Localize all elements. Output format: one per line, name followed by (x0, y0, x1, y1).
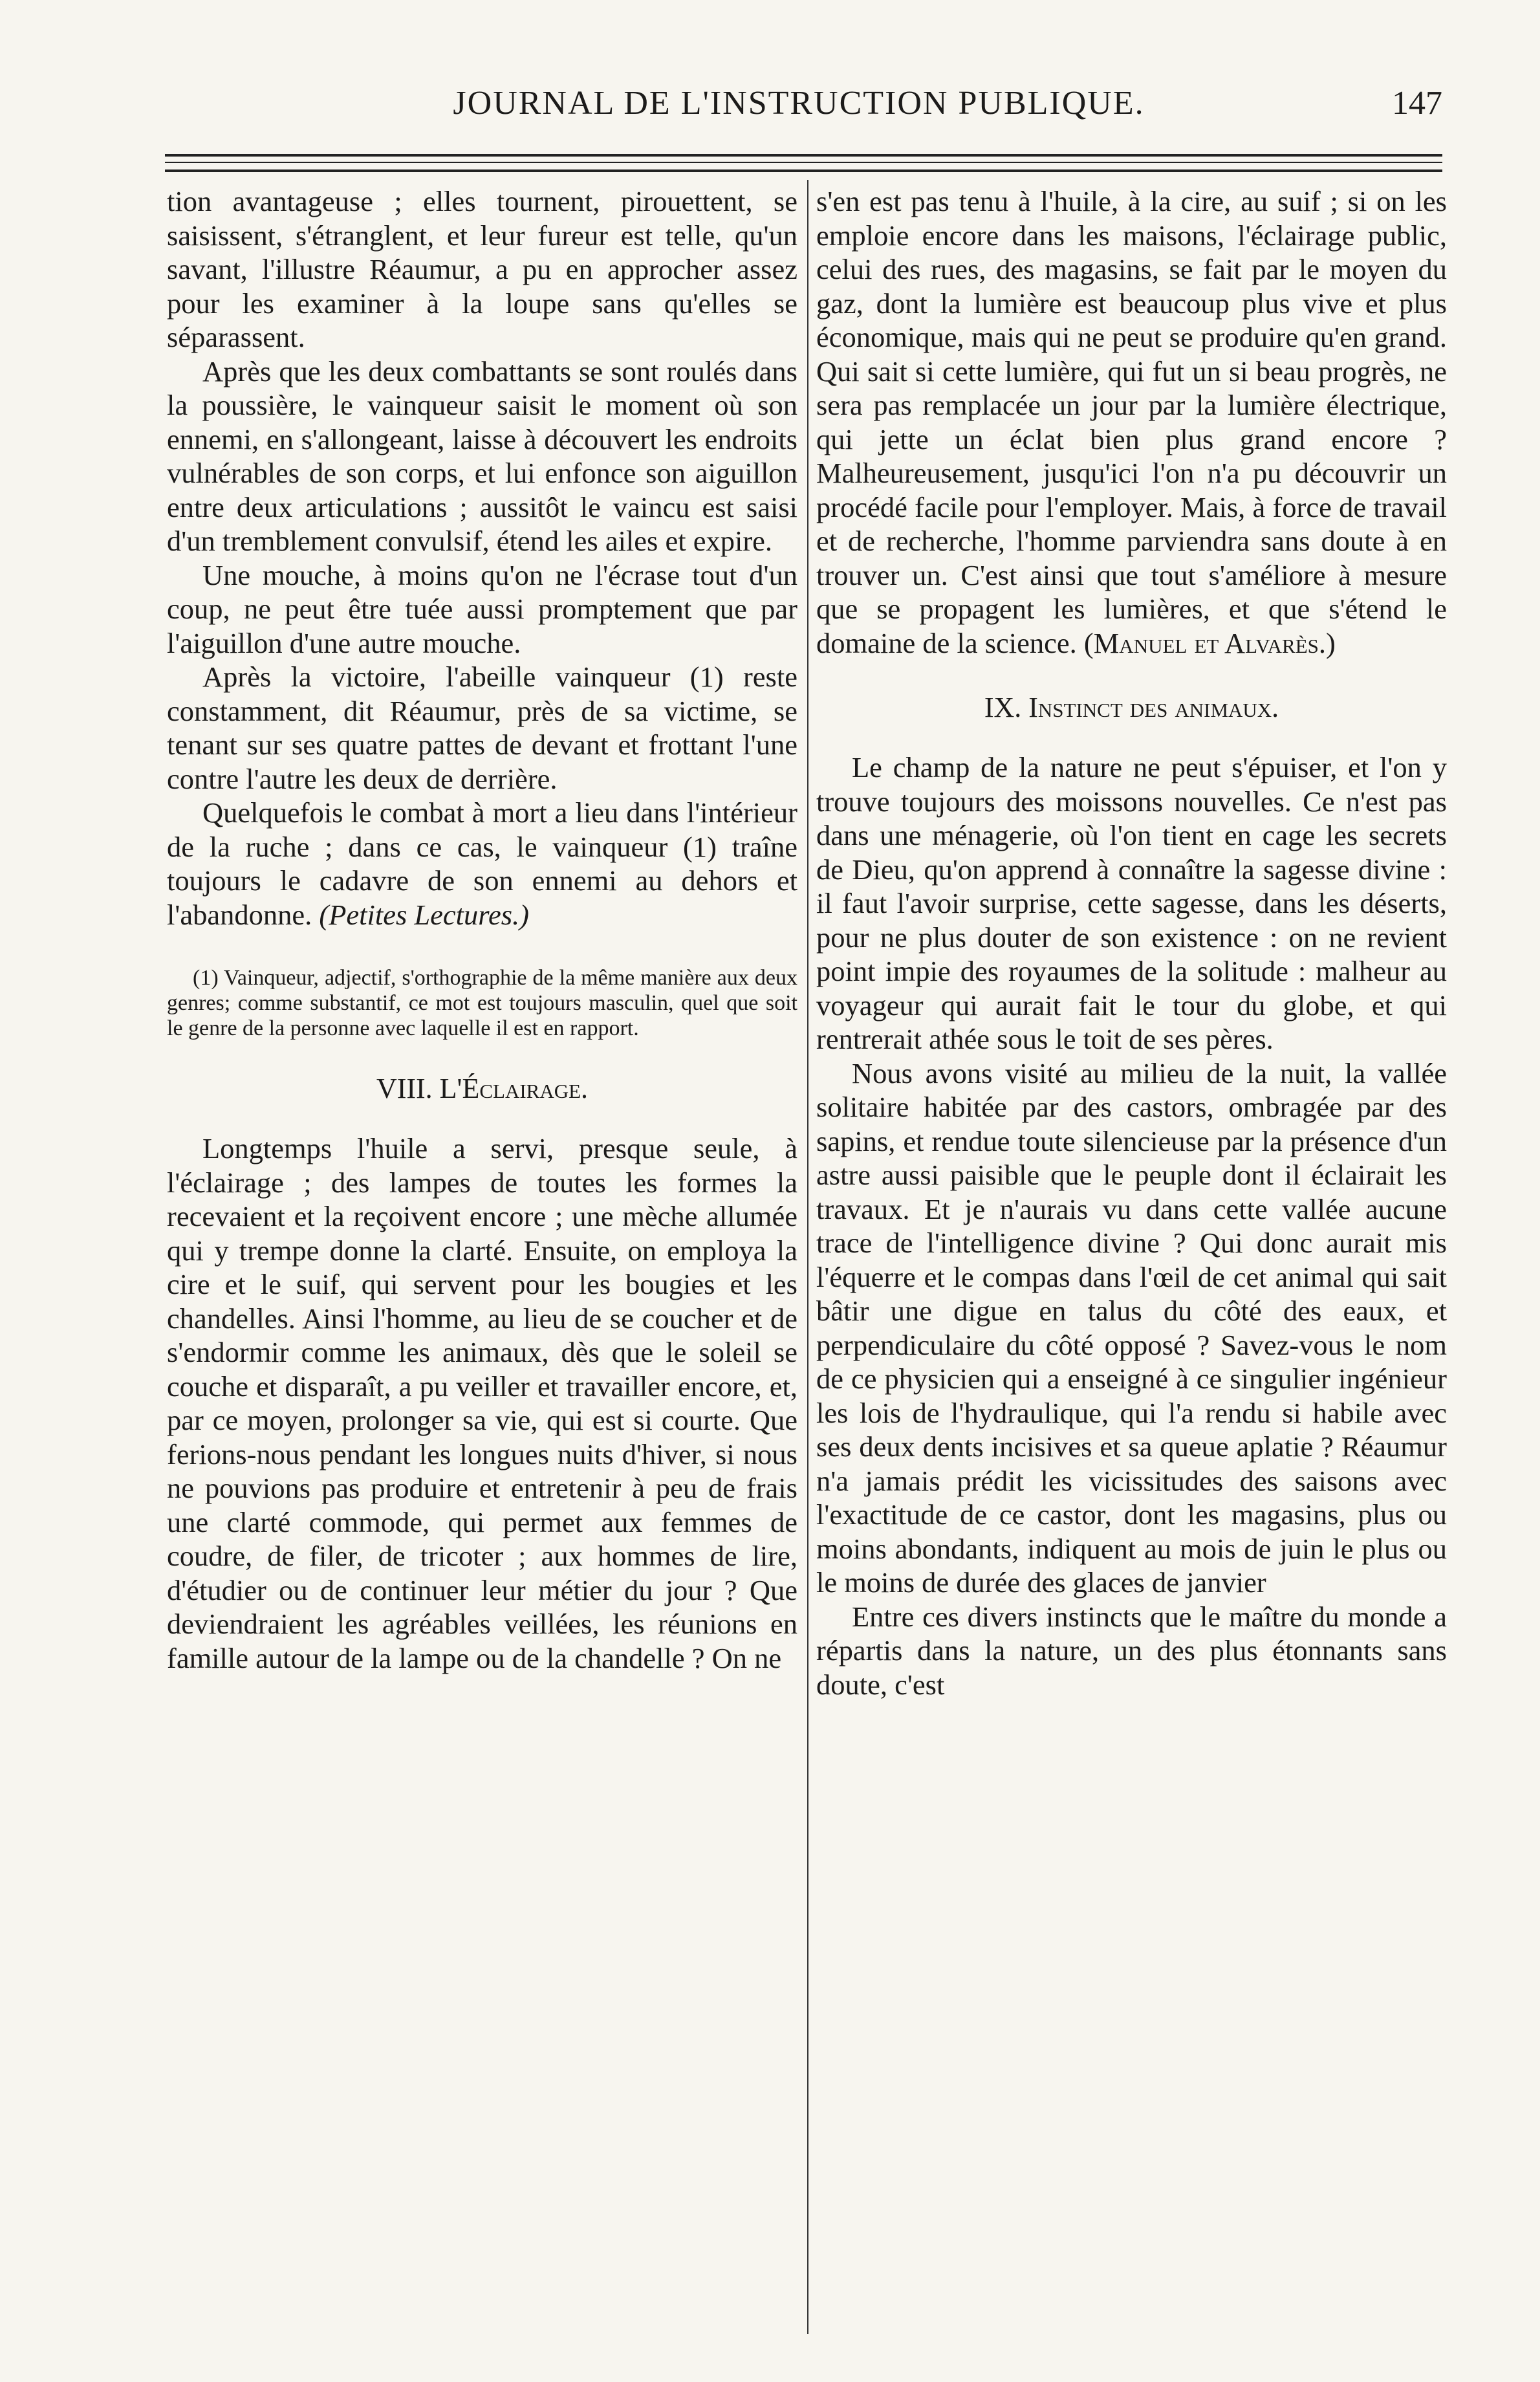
right-column (816, 184, 1447, 2332)
paragraph-text: s'en est pas tenu à l'huile, à la cire, au suif ; si on les emploie encore dans les maisons, l'éclairage public, celui des rues, des magasins, se fait par le moyen du gaz, dont la lumière est beaucoup plus vive et plus économique, mais qui ne peut se produire qu'en grand. Qui sait si cette lumière, qui fut un si beau progrès, ne sera pas remplacée un jour par la lumière électrique, qui jette un éclat bien plus grand encore ? Malheureusement, jusqu'ici l'on n'a pu découvrir un procédé facile pour l'employer. Mais, à force de travail et de recherche, l'homme parviendra sans doute à en trouver un. C'est ainsi que tout s'améliore à mesure que se propagent les lumières, et que s'étend le domaine de la science. (816, 185, 1447, 659)
paragraph-text: Quelquefois le combat à mort a lieu dans l'intérieur de la ruche ; dans ce cas, le vainqueur (1) traîne toujours le cadavre de son ennemi au dehors et l'abandonne. (167, 796, 797, 931)
paragraph (816, 184, 1447, 660)
paragraph: tion avantageuse ; elles tournent, pirouettent, se saisissent, s'étranglent, et leur fureur est telle, qu'un savant, l'illustre Réaumur, a pu en approcher assez pour les examiner à la loupe sans qu'elles se séparassent. (167, 185, 797, 353)
section-title-viii: VIII. L'Éclairage. (376, 1073, 589, 1104)
footnote: (1) Vainqueur, adjectif, s'orthographie de la même manière aux deux genres; comme substantif, ce mot est toujours masculin, quel que soit le genre de la personne avec laquelle il est en rapport. (167, 966, 797, 1040)
paragraph: Nous avons visité au milieu de la nuit, la vallée solitaire habitée par des castors, ombragée par des sapins, et rendue toute silencieuse par la présence d'un astre aussi paisible que le peuple dont il éclairait les travaux. Et je n'aurais vu dans cette vallée aucune trace de l'intelligence divine ? Qui donc aurait mis l'équerre et le compas dans l'œil de cet animal qui sait bâtir une digue en talus du côté des eaux, et perpendiculaire du côté opposé ? Savez-vous le nom de ce physicien qui a enseigné à ce singulier ingénieur les lois de l'hydraulique, qui l'a rendu si habile avec ses deux dents incisives et sa queue aplatie ? Réaumur n'a jamais prédit les vicissitudes des saisons avec l'exactitude de ce castor, dont les magasins, plus ou moins abondants, indiquent au mois de juin le plus ou le moins de durée des glaces de janvier (816, 1056, 1447, 1599)
source-citation: (Manuel et Alvarès.) (1083, 626, 1336, 659)
header-rule-bottom (165, 169, 1442, 172)
paragraph: Après que les deux combattants se sont roulés dans la poussière, le vainqueur saisit le moment où son ennemi, en s'allongeant, laisse à découvert les endroits vulnérables de son corps, et lui enfonce son aiguillon entre deux articulations ; aussitôt le vaincu est saisi d'un tremblement convulsif, étend les ailes et expire. (167, 355, 797, 557)
page-number: 147 (1392, 85, 1442, 122)
running-title: JOURNAL DE L'INSTRUCTION PUBLIQUE. (453, 85, 1145, 122)
page-header (155, 84, 1442, 136)
paragraph: Après la victoire, l'abeille vainqueur (1) reste constamment, dit Réaumur, près de sa victime, se tenant sur ses quatre pattes de devant et frottant l'une contre l'autre les deux de derrière. (167, 661, 797, 795)
header-rule-middle (165, 162, 1442, 163)
paragraph: Longtemps l'huile a servi, presque seule, à l'éclairage ; des lampes de toutes les formes la recevaient et la reçoivent encore ; une mèche allumée qui y trempe donne la clarté. Ensuite, on employa la cire et le suif, qui servent pour les bougies et les chandelles. Ainsi l'homme, au lieu de se coucher et de s'endormir comme les animaux, dès que le soleil se couche et disparaît, a pu veiller et travailler encore, et, par ce moyen, prolonger sa vie, qui est si courte. Que ferions-nous pendant les longues nuits d'hiver, si nous ne pouvions pas produire et entretenir à peu de frais une clarté commode, qui permet aux femmes de coudre, de filer, de tricoter ; aux hommes de lire, d'étudier ou de continuer leur métier du jour ? Que deviendraient les agréables veillées, les réunions en famille autour de la lampe ou de la chandelle ? On ne (167, 1132, 797, 1674)
paragraph: Le champ de la nature ne peut s'épuiser, et l'on y trouve toujours des moissons nouvelles. Ce n'est pas dans une ménagerie, où l'on tient en cage les secrets de Dieu, qu'on apprend à connaître la sagesse divine : il faut l'avoir surprise, cette sagesse, dans les déserts, pour ne plus douter de son existence : on ne revient point impie des royaumes de la solitude : malheur au voyageur qui aurait fait le tour du globe, et qui rentrerait athée sous le toit de ses pères. (816, 751, 1447, 1055)
paragraph (167, 796, 797, 932)
source-citation: (Petites Lectures.) (319, 898, 529, 931)
section-title-ix: IX. Instinct des animaux. (984, 692, 1279, 723)
left-column (167, 184, 797, 2332)
paragraph: Entre ces divers instincts que le maître du monde a répartis dans la nature, un des plus étonnants sans doute, c'est (816, 1600, 1447, 1701)
header-rule-top (165, 154, 1442, 157)
paragraph: Une mouche, à moins qu'on ne l'écrase tout d'un coup, ne peut être tuée aussi promptement que par l'aiguillon d'une autre mouche. (167, 558, 797, 659)
column-divider (807, 180, 808, 2334)
